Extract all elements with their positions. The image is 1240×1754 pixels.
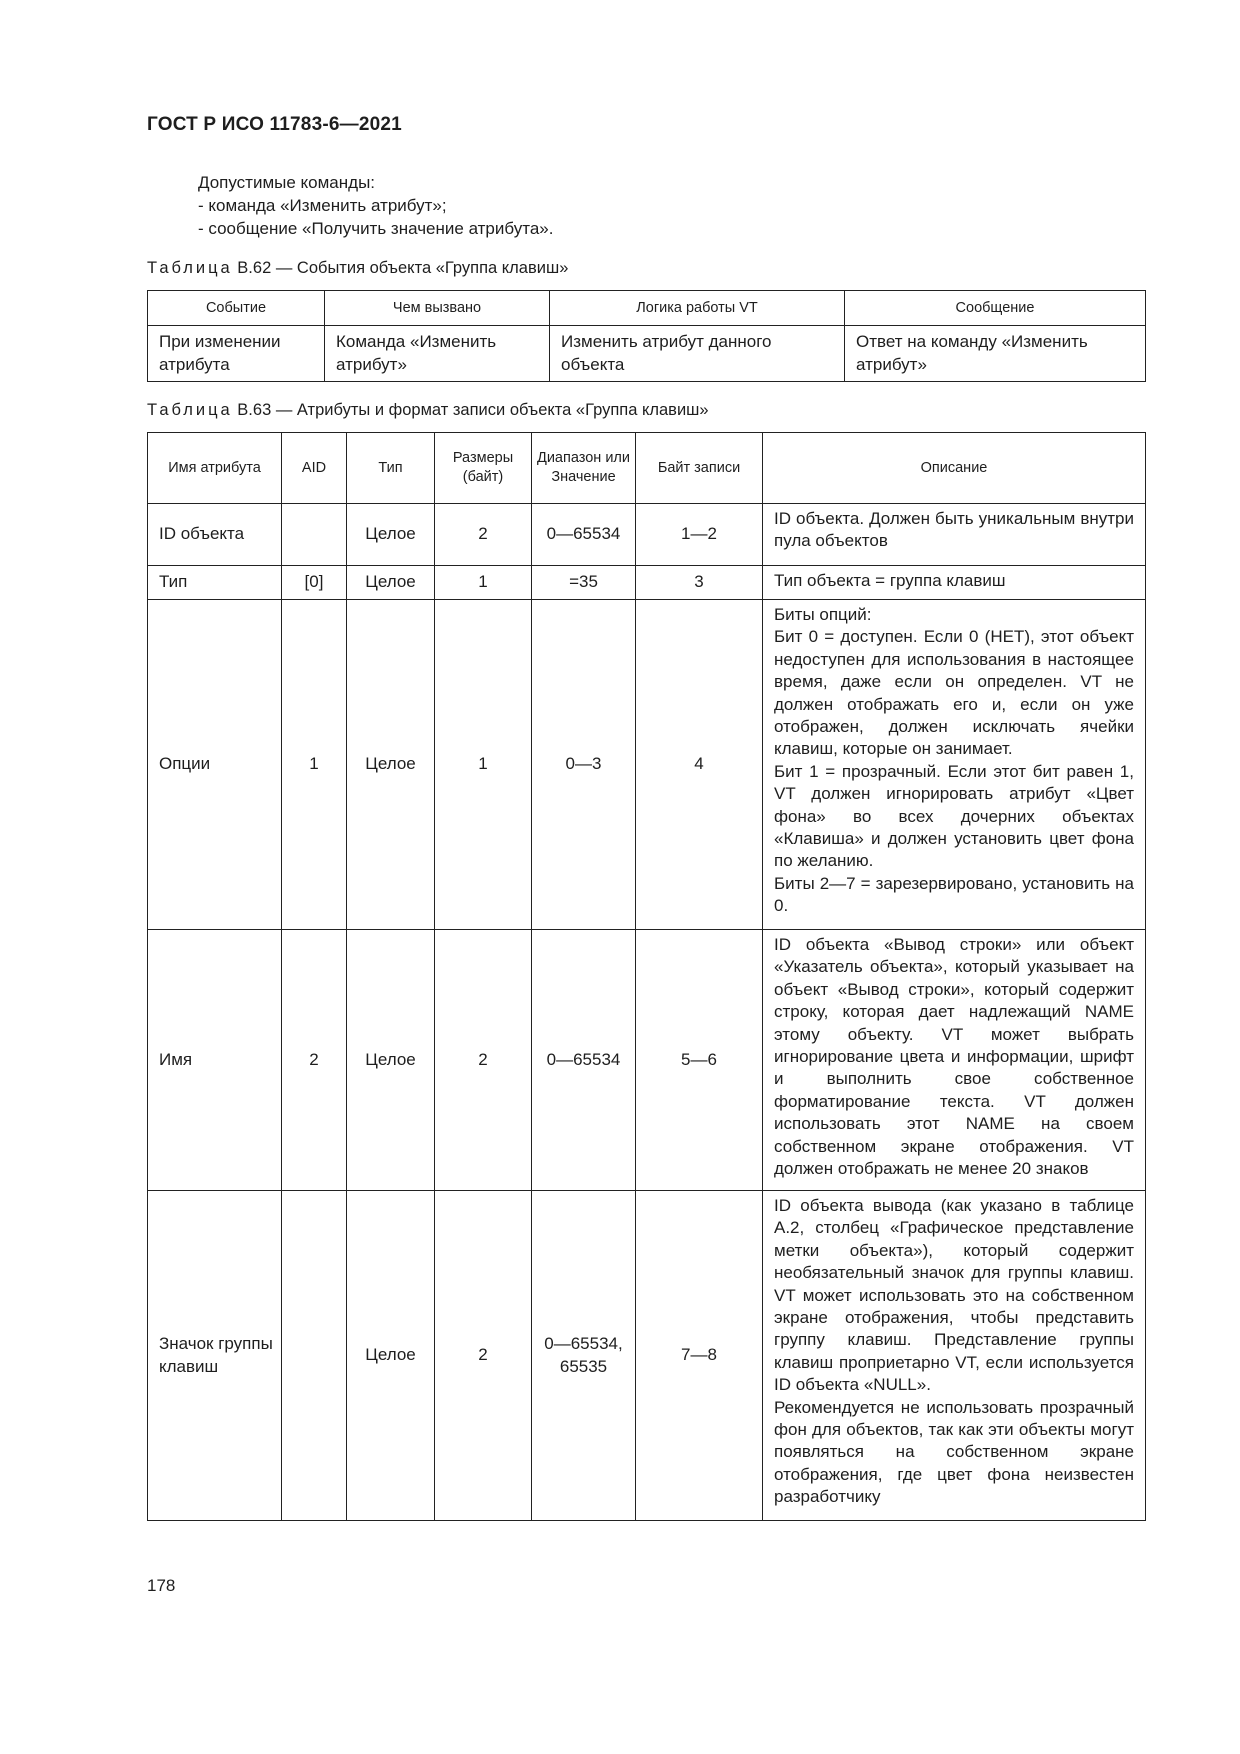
table-row: [148, 566, 1146, 600]
attribute-range: 0—65534: [532, 930, 636, 1191]
attribute-description: [763, 566, 1146, 600]
attribute-aid: 2: [282, 930, 347, 1191]
description-text: Биты опций:: [774, 605, 872, 624]
intro-item: - сообщение «Получить значение атрибута».: [198, 219, 554, 238]
description-text: Бит 0 = доступен. Если 0 (НЕТ), этот объект недоступен для использования в настоящее время, даже если он определен. VT не должен отображать его и, если он уже отображен, должен исключать ячейки клавиш, которые он занимает.: [774, 627, 1134, 759]
column-header: AID: [282, 433, 347, 504]
attribute-size: 2: [435, 1191, 532, 1521]
attribute-aid: [282, 504, 347, 566]
column-header: Описание: [763, 433, 1146, 504]
attribute-description: [763, 600, 1146, 930]
caption-prefix: Таблица: [147, 401, 233, 419]
table-row: [148, 600, 1146, 930]
table-b63: [147, 432, 1146, 1521]
attribute-range: 0—3: [532, 600, 636, 930]
attribute-bytes: 4: [636, 600, 763, 930]
column-header: Размеры (байт): [435, 433, 532, 504]
attribute-description: [763, 930, 1146, 1191]
attribute-name: Тип: [148, 566, 282, 600]
intro-heading: Допустимые команды:: [198, 173, 376, 192]
document-header: ГОСТ Р ИСО 11783-6—2021: [147, 114, 402, 135]
attribute-description: [763, 1191, 1146, 1521]
description-text: ID объекта. Должен быть уникальным внутри пула объектов: [774, 509, 1134, 551]
attribute-bytes: 1—2: [636, 504, 763, 566]
description-text: Рекомендуется не использовать прозрачный фон для объектов, так как эти объекты могут появляться на собственном экране отображения, где цвет фона неизвестен разработчику: [774, 1397, 1134, 1507]
table-b63-caption: [147, 401, 709, 420]
attribute-name: Значок группы клавиш: [148, 1191, 282, 1521]
table-cell: Команда «Изменить атрибут»: [325, 326, 550, 382]
description-text: ID объекта вывода (как указано в таблице А.2, столбец «Графическое представление метки объекта»), который содержит необязательный значок для группы клавиш. VT может использовать это на собственном экране отображения, чтобы представить группу клавиш. Представление группы клавиш проприетарно VT, если используется ID объекта «NULL».: [774, 1196, 1134, 1395]
attribute-bytes: 5—6: [636, 930, 763, 1191]
description-text: Биты 2—7 = зарезервировано, установить на 0.: [774, 873, 1134, 916]
attribute-aid: [0]: [282, 566, 347, 600]
attribute-bytes: 7—8: [636, 1191, 763, 1521]
column-header: Тип: [347, 433, 435, 504]
caption-prefix: Таблица: [147, 259, 233, 277]
table-row: [148, 930, 1146, 1191]
attribute-type: Целое: [347, 930, 435, 1191]
attribute-type: Целое: [347, 504, 435, 566]
description-text: Тип объекта = группа клавиш: [774, 571, 1006, 590]
attribute-size: 1: [435, 566, 532, 600]
attribute-name: Имя: [148, 930, 282, 1191]
table-cell: Ответ на команду «Изменить атрибут»: [845, 326, 1146, 382]
attribute-aid: 1: [282, 600, 347, 930]
attribute-name: ID объекта: [148, 504, 282, 566]
intro-item: - команда «Изменить атрибут»;: [198, 196, 447, 215]
table-header-row: [148, 291, 1146, 326]
attribute-size: 2: [435, 930, 532, 1191]
column-header: Байт записи: [636, 433, 763, 504]
column-header: Диапазон или Значение: [532, 433, 636, 504]
attribute-type: Целое: [347, 1191, 435, 1521]
table-header-row: [148, 433, 1146, 504]
table-b62: [147, 290, 1146, 382]
column-header: Логика работы VT: [550, 291, 845, 326]
column-header: Сообщение: [845, 291, 1146, 326]
attribute-description: [763, 504, 1146, 566]
attribute-type: Целое: [347, 600, 435, 930]
attribute-range: 0—65534, 65535: [532, 1191, 636, 1521]
table-row: [148, 326, 1146, 382]
table-row: [148, 504, 1146, 566]
caption-text: В.63 — Атрибуты и формат записи объекта «Группа клавиш»: [237, 401, 709, 419]
attribute-size: 2: [435, 504, 532, 566]
column-header: Чем вызвано: [325, 291, 550, 326]
attribute-range: 0—65534: [532, 504, 636, 566]
page-number: 178: [147, 1576, 176, 1595]
table-b62-caption: [147, 259, 568, 278]
description-text: Бит 1 = прозрачный. Если этот бит равен 1, VT должен игнорировать атрибут «Цвет фона» во всех дочерних объектах «Клавиша» и должен установить цвет фона по желанию.: [774, 761, 1134, 871]
intro-commands: [198, 171, 553, 240]
table-cell: Изменить атрибут данного объекта: [550, 326, 845, 382]
attribute-bytes: 3: [636, 566, 763, 600]
caption-text: В.62 — События объекта «Группа клавиш»: [237, 259, 569, 277]
attribute-type: Целое: [347, 566, 435, 600]
attribute-name: Опции: [148, 600, 282, 930]
attribute-size: 1: [435, 600, 532, 930]
description-text: ID объекта «Вывод строки» или объект «Указатель объекта», который указывает на объект «Вывод строки», который содержит строку, которая дает надлежащий NAME этому объекту. VT может выбрать игнорирование цвета и информации, шрифт и выполнить свое собственное форматирование текста. VT должен использовать этот NAME на своем собственном экране отображения. VT должен отображать не менее 20 знаков: [774, 935, 1134, 1179]
attribute-aid: [282, 1191, 347, 1521]
table-cell: При изменении атрибута: [148, 326, 325, 382]
table-row: [148, 1191, 1146, 1521]
attribute-range: =35: [532, 566, 636, 600]
column-header: Событие: [148, 291, 325, 326]
column-header: Имя атрибута: [148, 433, 282, 504]
